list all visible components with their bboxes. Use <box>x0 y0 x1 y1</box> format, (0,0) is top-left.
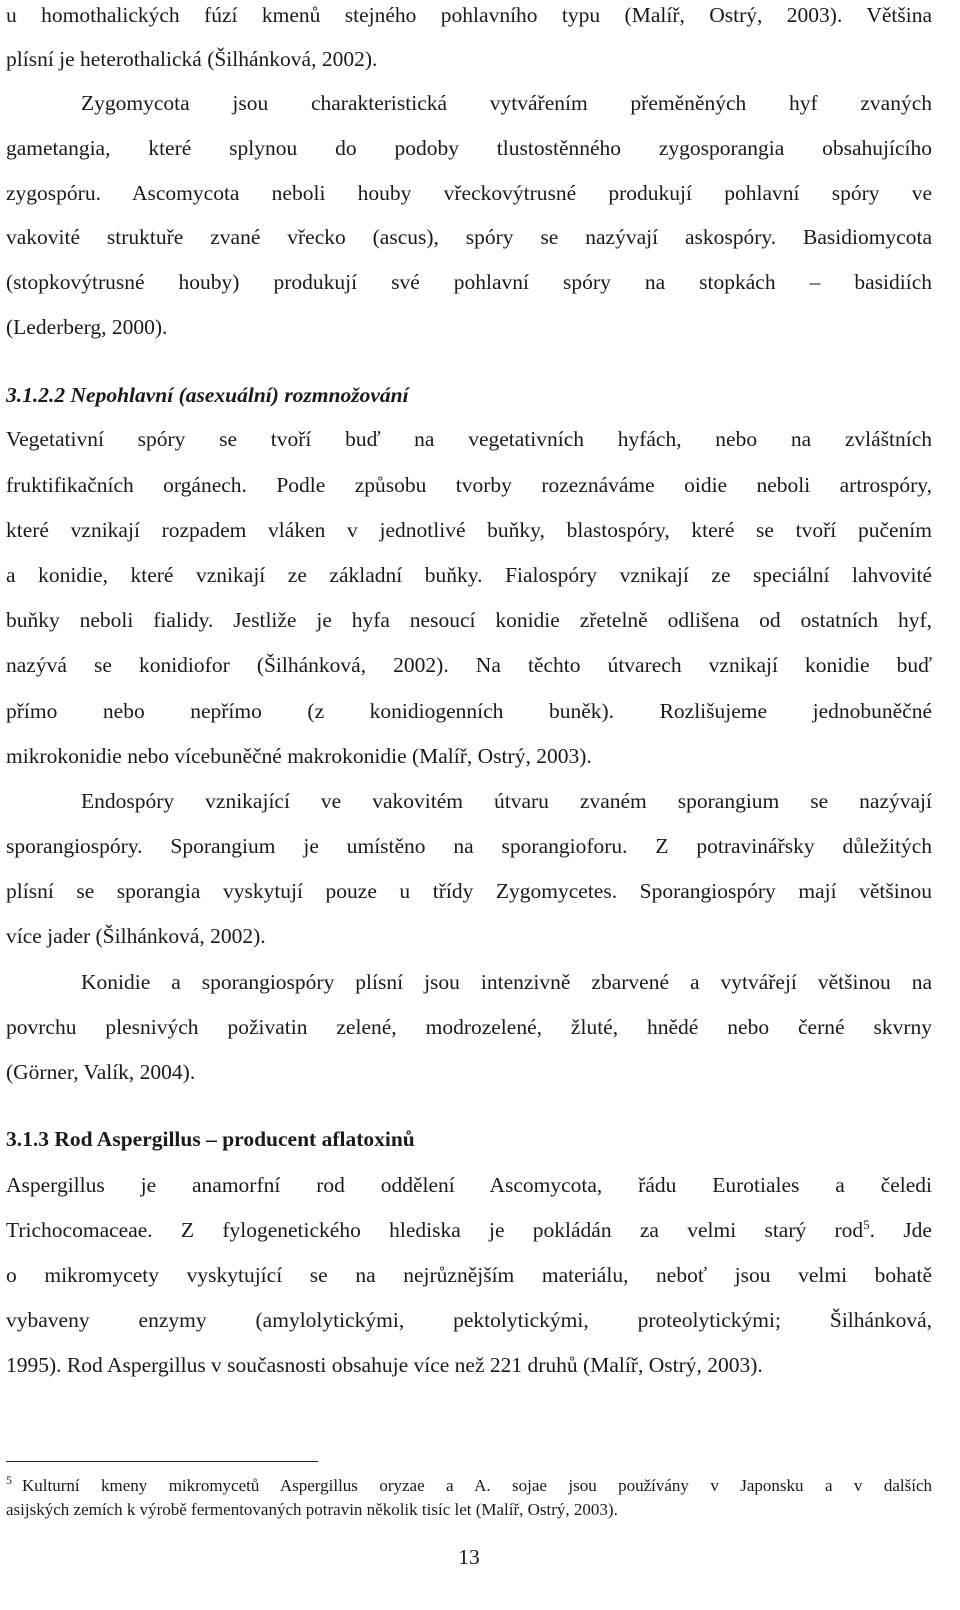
paragraph-line: zygospóru. Ascomycota neboli houby vřeckovýtrusné produkují pohlavní spóry ve <box>6 181 932 205</box>
paragraph-line: a konidie, které vznikají ze základní buňky. Fialospóry vznikají ze speciální lahvovité <box>6 563 932 587</box>
paragraph-line: mikrokonidie nebo vícebuněčné makrokonidie (Malíř, Ostrý, 2003). <box>6 744 592 768</box>
paragraph-line: plísní je heterothalická (Šilhánková, 2002). <box>6 47 378 71</box>
paragraph-line: (Lederberg, 2000). <box>6 315 168 339</box>
paragraph-line: přímo nebo nepřímo (z konidiogenních buněk). Rozlišujeme jednobuněčné <box>6 699 932 723</box>
paragraph-line: Vegetativní spóry se tvoří buď na vegetativních hyfách, nebo na zvláštních <box>6 427 932 451</box>
paragraph-text: Trichocomaceae. Z fylogenetického hlediska je pokládán za velmi starý rod <box>6 1218 864 1242</box>
paragraph-line: plísní se sporangia vyskytují pouze u třídy Zygomycetes. Sporangiospóry mají většinou <box>6 879 932 903</box>
paragraph-line: které vznikají rozpadem vláken v jednotlivé buňky, blastospóry, které se tvoří pučením <box>6 518 932 542</box>
section-number: 3.1.2.2 <box>6 383 66 407</box>
paragraph-line: 1995). Rod Aspergillus v současnosti obsahuje více než 221 druhů (Malíř, Ostrý, 2003). <box>6 1353 763 1377</box>
paragraph-line: Endospóry vznikající ve vakovitém útvaru zvaném sporangium se nazývají <box>81 789 932 813</box>
paragraph-line: buňky neboli fialidy. Jestliže je hyfa nesoucí konidie zřetelně odlišena od ostatních hyf, <box>6 608 932 632</box>
section-number: 3.1.3 <box>6 1127 49 1151</box>
section-heading <box>6 380 409 410</box>
paragraph-line: o mikromycety vyskytující se na nejrůznějším materiálu, neboť jsou velmi bohatě <box>6 1263 932 1287</box>
paragraph-line: povrchu plesnivých poživatin zelené, modrozelené, žluté, hnědé nebo černé skvrny <box>6 1015 932 1039</box>
paragraph-line: (stopkovýtrusné houby) produkují své pohlavní spóry na stopkách – basidiích <box>6 270 932 294</box>
section-heading <box>6 1124 415 1154</box>
paragraph-line: Konidie a sporangiospóry plísní jsou intenzivně zbarvené a vytvářejí většinou na <box>81 970 932 994</box>
paragraph-line: vybaveny enzymy (amylolytickými, pektolytickými, proteolytickými; Šilhánková, <box>6 1308 932 1332</box>
paragraph-line: sporangiospóry. Sporangium je umístěno na sporangioforu. Z potravinářsky důležitých <box>6 834 932 858</box>
footnote-line <box>6 1475 932 1497</box>
page-number: 13 <box>458 1545 480 1569</box>
paragraph-line: vakovité struktuře zvané vřecko (ascus), spóry se nazývají askospóry. Basidiomycota <box>6 225 932 249</box>
footnote-text: Kulturní kmeny mikromycetů Aspergillus oryzae a A. sojae jsou používány v Japonsku a v dalších <box>22 1476 932 1495</box>
paragraph-line: Aspergillus je anamorfní rod oddělení Ascomycota, řádu Eurotiales a čeledi <box>6 1173 932 1197</box>
section-title: Nepohlavní (asexuální) rozmnožování <box>70 383 409 407</box>
paragraph-line: u homothalických fúzí kmenů stejného pohlavního typu (Malíř, Ostrý, 2003). Většina <box>6 3 932 27</box>
footnote-mark: 5 <box>6 1473 12 1487</box>
footnote-line: asijských zemích k výrobě fermentovaných potravin několik tisíc let (Malíř, Ostrý, 2003). <box>6 1500 618 1519</box>
section-title: Rod Aspergillus – producent aflatoxinů <box>54 1127 415 1151</box>
paragraph-line: (Görner, Valík, 2004). <box>6 1060 196 1084</box>
footnote-separator <box>6 1461 318 1462</box>
footnote-reference[interactable]: 5 <box>863 1217 870 1232</box>
paragraph-text: . Jde <box>869 1218 932 1242</box>
paragraph-line: Zygomycota jsou charakteristická vytvářením přeměněných hyf zvaných <box>81 91 932 115</box>
paragraph-line: nazývá se konidiofor (Šilhánková, 2002). Na těchto útvarech vznikají konidie buď <box>6 653 932 677</box>
paragraph-line: fruktifikačních orgánech. Podle způsobu tvorby rozeznáváme oidie neboli artrospóry, <box>6 473 932 497</box>
paragraph-line: více jader (Šilhánková, 2002). <box>6 924 266 948</box>
paragraph-line <box>6 1215 932 1245</box>
paragraph-line: gametangia, které splynou do podoby tlustostěnného zygosporangia obsahujícího <box>6 136 932 160</box>
